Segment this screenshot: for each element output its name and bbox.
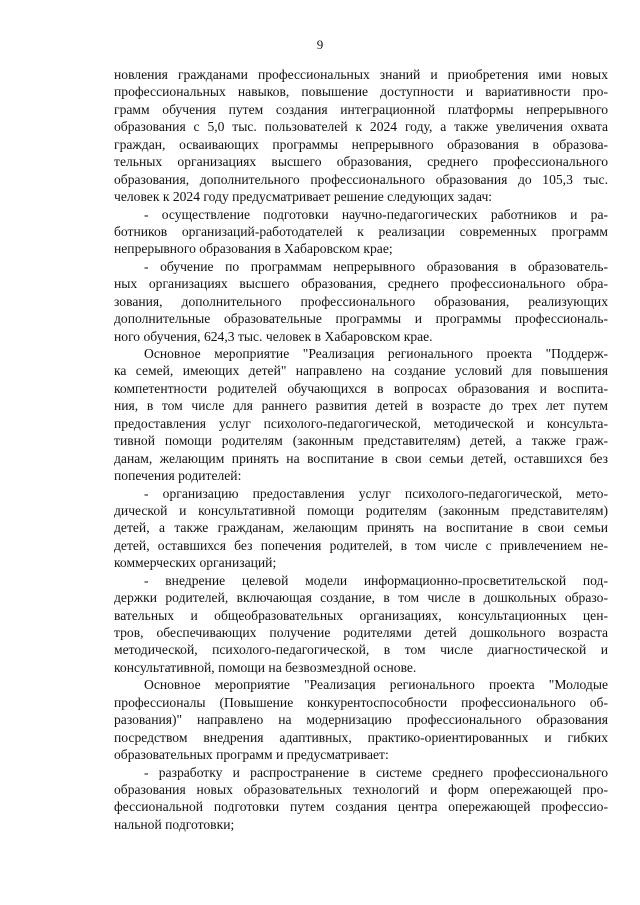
text-line: ния, в том числе для раннего развития детей в возрасте до трех лет путем [114,398,608,414]
text-line: человек к 2024 году предусматривает решение следующих задач: [114,189,493,205]
text-line: разования)" направлено на модернизацию профессионального образования [114,712,608,728]
text-line: коммерческих организаций; [114,555,277,571]
text-line: дической и консультативной помощи родителям (законным представителям) [114,502,608,518]
text-line: держки родителей, включающая создание, в том числе в дошкольных образо- [114,590,608,606]
text-line: - организацию предоставления услуг психолого-педагогической, мето- [144,485,608,501]
text-line: нальной подготовки; [114,816,235,832]
text-line: - внедрение целевой модели информационно-просветительской под- [144,572,608,588]
text-line: ных организациях высшего образования, среднего профессионального обра- [114,276,608,292]
text-line: данам, желающим принять на воспитание в свои семьи детей, оставшихся без [114,450,608,466]
text-line: Основное мероприятие "Реализация регионального проекта "Поддерж- [144,346,608,361]
text-line: посредством внедрения адаптивных, практико-ориентированных и гибких [114,729,608,745]
text-line: ботников организаций-работодателей к реализации современных программ [114,223,608,239]
text-line: методической, психолого-педагогической, в том числе диагностической и [114,642,608,658]
text-line: фессиональной подготовки путем создания центра опережающей профессио- [114,799,608,815]
page-number: 9 [316,37,324,52]
text-line: образования новых образовательных технологий и форм опережающей про- [114,781,608,797]
text-line: вательных и общеобразовательных организациях, консультационных цен- [114,607,608,623]
text-line: образовательных программ и предусматривает: [114,747,389,763]
text-line: ного обучения, 624,3 тыс. человек в Хабаровском крае. [114,328,433,344]
text-line: грамм обучения путем создания интеграционной платформы непрерывного [114,101,608,117]
text-line: образования, дополнительного профессионального образования до 105,3 тыс. [114,171,608,187]
text-line: тров, обеспечивающих получение родителями детей дошкольного возраста [114,625,608,640]
text-line: - обучение по программам непрерывного образования в образователь- [144,258,608,274]
text-line: тельных организациях высшего образования, среднего профессионального [114,154,608,170]
document-body [114,66,608,833]
text-line: компетентности родителей обучающихся в вопросах образования и воспита- [114,380,608,396]
text-line: дополнительные образовательные программы и программы профессиональ- [114,311,608,327]
text-line: попечения родителей: [114,468,242,484]
text-line: профессионалы (Повышение конкурентоспособности профессионального об- [114,694,608,710]
text-line: Основное мероприятие "Реализация регионального проекта "Молодые [144,677,608,693]
text-line: профессиональных навыков, повышение доступности и вариативности про- [114,84,608,100]
text-line: непрерывного образования в Хабаровском крае; [114,241,393,257]
text-line: детей, а также гражданам, желающим принять на воспитание в свои семьи [114,520,608,536]
text-line: новления гражданами профессиональных знаний и приобретения ими новых [114,67,608,82]
text-line: тивной помощи родителям (законным представителям) детей, а также граж- [114,433,608,449]
text-line: граждан, осваивающих программы непрерывного образования в образова- [114,136,608,152]
text-line: детей, оставшихся без попечения родителей, в том числе с привлечением не- [114,537,608,553]
text-line: зования, дополнительного профессионального образования, реализующих [114,293,608,309]
text-line: - разработку и распространение в системе среднего профессионального [144,764,608,780]
text-line: - осуществление подготовки научно-педагогических работников и ра- [144,206,608,222]
text-line: предоставления услуг психолого-педагогической, методической и консульта- [114,415,608,431]
text-line: образования с 5,0 тыс. пользователей к 2024 году, а также увеличения охвата [114,119,608,135]
text-line: ка семей, имеющих детей" направлено на создание условий для повышения [114,363,608,379]
text-line: консультативной, помощи на безвозмездной основе. [114,659,417,675]
